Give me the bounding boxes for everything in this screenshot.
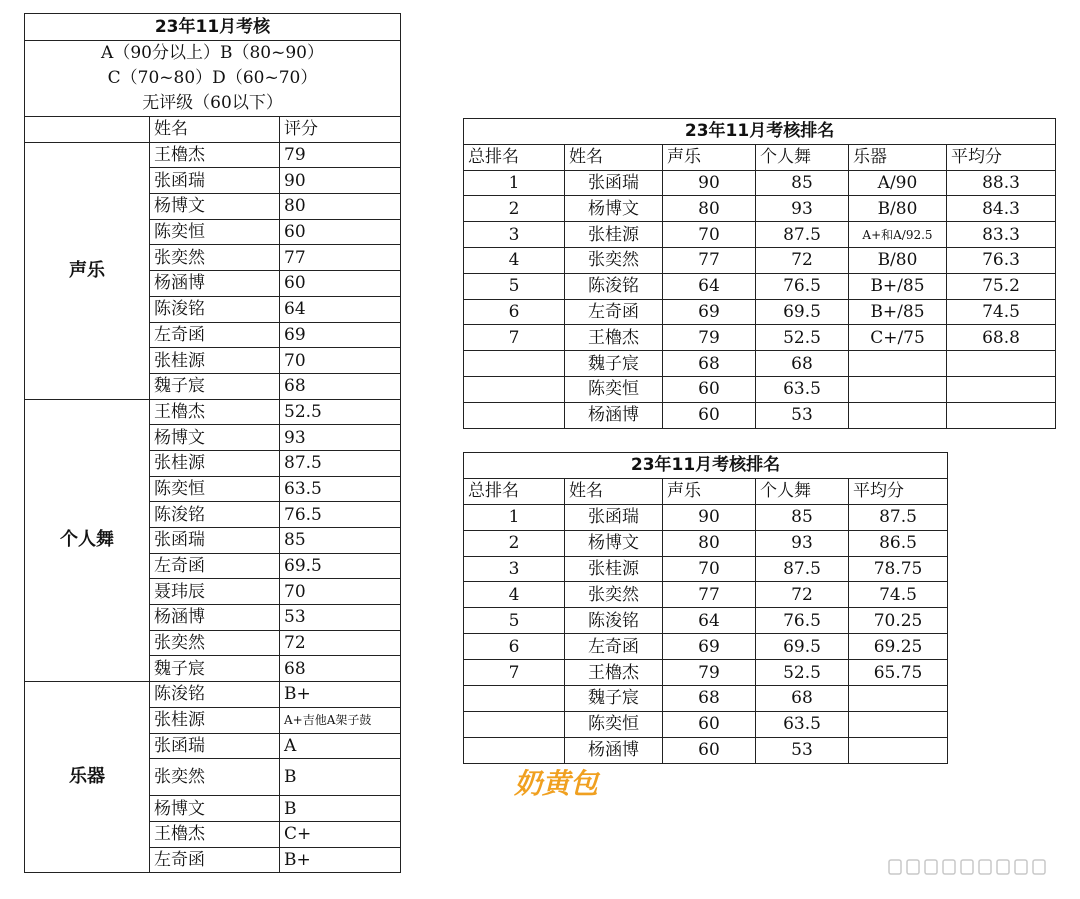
ranking-cell — [849, 686, 948, 712]
ranking-cell: 6 — [464, 299, 565, 325]
ranking-cell: B+/85 — [849, 273, 947, 299]
ranking-cell: B/80 — [849, 196, 947, 222]
column-header: 平均分 — [849, 478, 948, 504]
ranking-cell: 3 — [464, 222, 565, 248]
platform-watermark-icon — [888, 857, 1056, 877]
student-score: A — [280, 733, 401, 759]
student-name: 王櫓杰 — [150, 399, 280, 425]
student-name: 杨博文 — [150, 425, 280, 451]
student-score: 52.5 — [280, 399, 401, 425]
ranking-cell: 陈浚铭 — [565, 273, 663, 299]
student-score: 63.5 — [280, 476, 401, 502]
student-score: 76.5 — [280, 502, 401, 528]
ranking-cell: 76.5 — [756, 608, 849, 634]
ranking-cell: 杨博文 — [565, 530, 663, 556]
ranking-row — [464, 634, 948, 660]
ranking-cell: 60 — [663, 402, 756, 428]
ranking-cell — [849, 402, 947, 428]
header-score: 评分 — [280, 117, 401, 143]
vocal-score-row — [25, 142, 401, 168]
student-name: 张桂源 — [150, 707, 280, 733]
ranking-cell: 87.5 — [756, 556, 849, 582]
student-name: 张奕然 — [150, 759, 280, 796]
ranking-cell: 陈奕恒 — [565, 711, 663, 737]
ranking-row — [464, 530, 948, 556]
ranking-cell — [464, 351, 565, 377]
column-header: 乐器 — [849, 144, 947, 170]
ranking-table-with-instrument — [463, 118, 1056, 429]
student-name: 陈奕恒 — [150, 476, 280, 502]
student-name: 陈浚铭 — [150, 502, 280, 528]
ranking-cell — [464, 686, 565, 712]
student-name: 聂玮辰 — [150, 579, 280, 605]
column-header: 姓名 — [565, 478, 663, 504]
ranking-cell: 陈浚铭 — [565, 608, 663, 634]
header-empty-cell — [25, 117, 150, 143]
ranking-cell: 左奇函 — [565, 634, 663, 660]
ranking-cell: 2 — [464, 530, 565, 556]
ranking-cell: 王櫓杰 — [565, 325, 663, 351]
ranking-cell: 84.3 — [947, 196, 1056, 222]
signature-watermark — [512, 765, 616, 801]
ranking-cell: 65.75 — [849, 660, 948, 686]
ranking-cell: 5 — [464, 273, 565, 299]
ranking-cell: 68 — [756, 686, 849, 712]
ranking-cell: 87.5 — [756, 222, 849, 248]
ranking-cell: 78.75 — [849, 556, 948, 582]
ranking-cell: 77 — [663, 582, 756, 608]
ranking-row — [464, 737, 948, 763]
ranking-cell: 69.5 — [756, 634, 849, 660]
ranking-row — [464, 325, 1056, 351]
ranking-cell: 74.5 — [947, 299, 1056, 325]
ranking-cell: 63.5 — [756, 376, 849, 402]
ranking-cell: 魏子宸 — [565, 351, 663, 377]
student-name: 杨博文 — [150, 796, 280, 822]
ranking-cell: 1 — [464, 504, 565, 530]
student-name: 左奇函 — [150, 322, 280, 348]
ranking-cell: 69.5 — [756, 299, 849, 325]
column-header: 声乐 — [663, 478, 756, 504]
student-name: 张奕然 — [150, 245, 280, 271]
ranking-cell: 88.3 — [947, 170, 1056, 196]
ranking-cell: 52.5 — [756, 325, 849, 351]
ranking-cell: 53 — [756, 737, 849, 763]
student-score: B — [280, 796, 401, 822]
header-name: 姓名 — [150, 117, 280, 143]
ranking-cell — [464, 376, 565, 402]
ranking-cell: 53 — [756, 402, 849, 428]
ranking-cell — [849, 737, 948, 763]
ranking-cell: 张桂源 — [565, 222, 663, 248]
student-score: 79 — [280, 142, 401, 168]
instrument-category-label: 乐器 — [25, 682, 150, 873]
ranking-row — [464, 711, 948, 737]
student-name: 张函瑞 — [150, 733, 280, 759]
column-header: 个人舞 — [756, 144, 849, 170]
ranking-cell: 87.5 — [849, 504, 948, 530]
ranking-cell: 70.25 — [849, 608, 948, 634]
ranking-cell: 85 — [756, 170, 849, 196]
student-name: 陈浚铭 — [150, 682, 280, 708]
student-name: 魏子宸 — [150, 373, 280, 399]
ranking-cell: 80 — [663, 530, 756, 556]
student-name: 王櫓杰 — [150, 821, 280, 847]
student-score: B+ — [280, 847, 401, 873]
ranking-cell: 77 — [663, 247, 756, 273]
ranking-cell: 74.5 — [849, 582, 948, 608]
ranking-header-row — [464, 144, 1056, 170]
ranking-cell: 93 — [756, 530, 849, 556]
student-name: 张桂源 — [150, 450, 280, 476]
ranking-cell: 76.3 — [947, 247, 1056, 273]
student-score: 72 — [280, 630, 401, 656]
ranking-cell: 75.2 — [947, 273, 1056, 299]
ranking-row — [464, 402, 1056, 428]
student-name: 左奇函 — [150, 553, 280, 579]
ranking-row — [464, 299, 1056, 325]
ranking-cell: 60 — [663, 711, 756, 737]
student-score: 70 — [280, 348, 401, 374]
ranking-cell — [464, 711, 565, 737]
ranking-cell: 4 — [464, 247, 565, 273]
student-name: 杨博文 — [150, 194, 280, 220]
ranking-cell: 69 — [663, 299, 756, 325]
ranking-cell: 64 — [663, 608, 756, 634]
ranking-cell: 4 — [464, 582, 565, 608]
dance-category-label: 个人舞 — [25, 399, 150, 682]
ranking-cell: 70 — [663, 222, 756, 248]
ranking-cell: 68 — [663, 351, 756, 377]
ranking-cell: 左奇函 — [565, 299, 663, 325]
student-score: B — [280, 759, 401, 796]
ranking-row — [464, 582, 948, 608]
ranking-cell: 69.25 — [849, 634, 948, 660]
ranking-cell: 陈奕恒 — [565, 376, 663, 402]
ranking-cell: 5 — [464, 608, 565, 634]
student-name: 魏子宸 — [150, 656, 280, 682]
ranking-cell: 杨博文 — [565, 196, 663, 222]
ranking-title: 23年11月考核排名 — [464, 119, 1056, 145]
ranking-row — [464, 556, 948, 582]
ranking-cell: 90 — [663, 170, 756, 196]
ranking-cell: 7 — [464, 660, 565, 686]
ranking-cell: 张奕然 — [565, 582, 663, 608]
ranking-cell: 69 — [663, 634, 756, 660]
student-score: 80 — [280, 194, 401, 220]
ranking-cell — [464, 737, 565, 763]
ranking-cell — [849, 376, 947, 402]
ranking-cell — [464, 402, 565, 428]
ranking-cell: 76.5 — [756, 273, 849, 299]
ranking-row — [464, 222, 1056, 248]
ranking-header-row — [464, 478, 948, 504]
ranking-table-without-instrument — [463, 452, 948, 764]
student-name: 王櫓杰 — [150, 142, 280, 168]
student-score: 90 — [280, 168, 401, 194]
student-name: 杨涵博 — [150, 605, 280, 631]
ranking-cell: 80 — [663, 196, 756, 222]
column-header: 个人舞 — [756, 478, 849, 504]
column-header: 总排名 — [464, 144, 565, 170]
dance-score-row — [25, 399, 401, 425]
legend-line: C（70~80）D（60~70） — [107, 68, 318, 88]
student-score: 69.5 — [280, 553, 401, 579]
ranking-cell — [849, 351, 947, 377]
assessment-table — [24, 13, 401, 873]
ranking-cell: 张奕然 — [565, 247, 663, 273]
ranking-cell: 90 — [663, 504, 756, 530]
ranking-cell: 7 — [464, 325, 565, 351]
ranking-cell: 83.3 — [947, 222, 1056, 248]
instrument-score-row — [25, 682, 401, 708]
ranking-cell: 杨涵博 — [565, 402, 663, 428]
ranking-cell: 72 — [756, 582, 849, 608]
ranking-cell: 6 — [464, 634, 565, 660]
ranking-row — [464, 247, 1056, 273]
ranking-cell: 85 — [756, 504, 849, 530]
ranking-cell: 79 — [663, 325, 756, 351]
ranking-cell: 魏子宸 — [565, 686, 663, 712]
student-score: A+吉他A架子鼓 — [280, 707, 401, 733]
ranking-cell: A+和A/92.5 — [849, 222, 947, 248]
student-name: 张奕然 — [150, 630, 280, 656]
ranking-cell: 杨涵博 — [565, 737, 663, 763]
student-name: 杨涵博 — [150, 271, 280, 297]
ranking-cell: 张函瑞 — [565, 170, 663, 196]
ranking-cell: 王櫓杰 — [565, 660, 663, 686]
ranking-cell: A/90 — [849, 170, 947, 196]
ranking-cell — [947, 376, 1056, 402]
ranking-cell: B+/85 — [849, 299, 947, 325]
grade-legend — [25, 41, 401, 117]
ranking-cell: C+/75 — [849, 325, 947, 351]
ranking-cell: 70 — [663, 556, 756, 582]
student-score: 68 — [280, 373, 401, 399]
ranking-row — [464, 273, 1056, 299]
ranking-row — [464, 170, 1056, 196]
student-name: 张函瑞 — [150, 528, 280, 554]
ranking-cell — [947, 402, 1056, 428]
column-header: 总排名 — [464, 478, 565, 504]
assessment-title: 23年11月考核 — [25, 14, 401, 41]
ranking-cell: 68 — [663, 686, 756, 712]
vocal-category-label: 声乐 — [25, 142, 150, 399]
student-name: 左奇函 — [150, 847, 280, 873]
ranking-cell: 93 — [756, 196, 849, 222]
ranking-row — [464, 686, 948, 712]
ranking-cell: 60 — [663, 737, 756, 763]
student-score: 77 — [280, 245, 401, 271]
ranking-cell: 60 — [663, 376, 756, 402]
ranking-row — [464, 504, 948, 530]
student-name: 陈浚铭 — [150, 296, 280, 322]
student-score: 69 — [280, 322, 401, 348]
ranking-cell — [947, 351, 1056, 377]
ranking-row — [464, 196, 1056, 222]
ranking-cell: 72 — [756, 247, 849, 273]
ranking-cell: 2 — [464, 196, 565, 222]
ranking-row — [464, 376, 1056, 402]
legend-line: A（90分以上）B（80~90） — [101, 43, 324, 63]
ranking-cell: 张桂源 — [565, 556, 663, 582]
ranking-cell: 63.5 — [756, 711, 849, 737]
column-header: 平均分 — [947, 144, 1056, 170]
ranking-row — [464, 351, 1056, 377]
column-header: 声乐 — [663, 144, 756, 170]
student-score: 53 — [280, 605, 401, 631]
student-score: 60 — [280, 271, 401, 297]
student-score: 85 — [280, 528, 401, 554]
student-score: C+ — [280, 821, 401, 847]
student-score: 64 — [280, 296, 401, 322]
ranking-cell: 68.8 — [947, 325, 1056, 351]
ranking-cell: 3 — [464, 556, 565, 582]
student-name: 张函瑞 — [150, 168, 280, 194]
ranking-cell: 张函瑞 — [565, 504, 663, 530]
ranking-cell: B/80 — [849, 247, 947, 273]
student-score: B+ — [280, 682, 401, 708]
ranking-cell — [849, 711, 948, 737]
ranking-cell: 64 — [663, 273, 756, 299]
signature-text: 奶黄包 — [514, 767, 599, 800]
student-name: 陈奕恒 — [150, 219, 280, 245]
column-header: 姓名 — [565, 144, 663, 170]
student-score: 68 — [280, 656, 401, 682]
student-score: 70 — [280, 579, 401, 605]
ranking-cell: 68 — [756, 351, 849, 377]
student-score: 87.5 — [280, 450, 401, 476]
student-score: 60 — [280, 219, 401, 245]
ranking-title: 23年11月考核排名 — [464, 453, 948, 479]
student-score: 93 — [280, 425, 401, 451]
ranking-row — [464, 608, 948, 634]
legend-line: 无评级（60以下） — [142, 93, 283, 113]
ranking-row — [464, 660, 948, 686]
ranking-cell: 79 — [663, 660, 756, 686]
student-name: 张桂源 — [150, 348, 280, 374]
ranking-cell: 1 — [464, 170, 565, 196]
ranking-cell: 86.5 — [849, 530, 948, 556]
ranking-cell: 52.5 — [756, 660, 849, 686]
